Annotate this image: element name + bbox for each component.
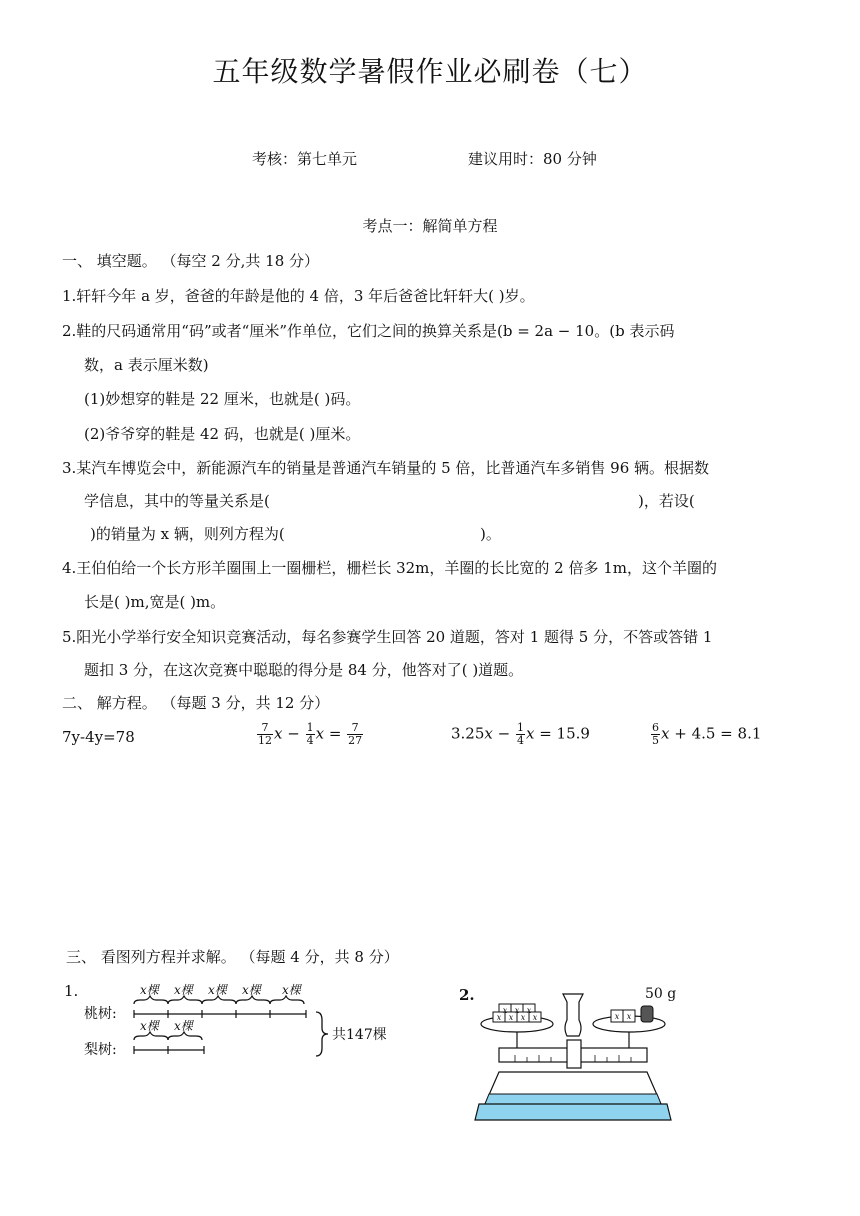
question-5-line2: 题扣 3 分，在这次竞赛中聪聪的得分是 84 分，他答对了( )道题。 [84,661,524,679]
kaodian-heading: 考点一：解简单方程 [362,217,498,235]
pear-unit-2: x棵 [174,1019,193,1033]
q2-text-suffix: 。(b 表示码 [594,322,675,340]
question-2-line1 [62,320,674,341]
question-1: 1.轩轩今年 a 岁，爸爸的年龄是他的 4 倍，3 年后爸爸比轩轩大( )岁。 [62,287,535,305]
pear-segments [134,1032,204,1054]
question-5-line1: 5.阳光小学举行安全知识竞赛活动，每名参赛学生回答 20 道题，答对 1 题得 5 分，不答或答错 1 [62,628,713,646]
weight-label: 50 g [645,986,677,1002]
section3-heading: 三、 看图列方程并求解。 （每题 4 分，共 8 分） [66,948,399,966]
eq2-frac-a: $\frac{7}{12}$ [258,721,272,747]
block-label-9: x [626,1012,632,1021]
eq3-frac-b: $\frac{1}{4}$ [516,721,524,747]
tree-segment-diagram [60,980,420,1070]
fig2-number: 2. [459,986,475,1004]
peach-unit-5: x棵 [282,983,301,997]
peach-unit-2: x棵 [174,983,193,997]
q2-text-prefix: 2.鞋的尺码通常用“码”或者“厘米”作单位，它们之间的换算关系是( [62,322,503,340]
eq2-frac-c: $\frac{7}{27}$ [348,721,363,747]
peach-unit-4: x棵 [242,983,261,997]
page-title: 五年级数学暑假作业必刷卷（七） [212,55,648,88]
peach-segments [134,996,306,1018]
question-3-line1: 3.某汽车博览会中，新能源汽车的销量是普通汽车销量的 5 倍，比普通汽车多销售 96 辆。根据数 [62,459,710,477]
question-2-line2: 数，a 表示厘米数) [84,356,209,374]
block-label-5: x [508,1013,514,1022]
fig1-number: 1. [64,982,79,1000]
peach-tree-label: 桃树: [84,1006,117,1022]
section2-heading: 二、 解方程。 （每题 3 分，共 12 分） [62,694,330,712]
block-label-1: x [502,1006,508,1015]
equation-3: 3.25𝑥 − $\frac{1}{4}$ 𝑥 = 15.9 [451,721,590,747]
block-label-6: x [520,1013,526,1022]
block-label-2: x [514,1006,520,1015]
block-label-7: x [532,1013,538,1022]
block-label-3: x [526,1006,532,1015]
total-brace [316,1012,328,1056]
suggested-time: 建议用时：80 分钟 [468,150,597,168]
eq4-frac-a: $\frac{6}{5}$ [652,721,659,747]
question-3-line2b: )，若设( [638,492,695,510]
equation-4: $\frac{6}{5}$ 𝑥 + 4.5 = 8.1 [652,721,762,747]
exam-scope: 考核：第七单元 [252,150,358,168]
scale-column [563,994,583,1036]
peach-unit-1: x棵 [140,983,159,997]
q2-formula: b = 2a − 10 [502,322,595,340]
scale-base [475,1104,671,1120]
block-label-4: x [496,1013,502,1022]
question-2-sub1: (1)妙想穿的鞋是 22 厘米，也就是( )码。 [84,390,361,408]
pear-tree-label: 梨树: [84,1042,117,1058]
pear-unit-1: x棵 [140,1019,159,1033]
total-label: 共147棵 [332,1027,387,1043]
scale-base-stripe [485,1094,661,1104]
equation-1: 7y-4y=78 [62,728,135,746]
balance-scale-figure [455,980,695,1140]
weight-icon [641,1006,653,1022]
equation-2: $\frac{7}{12}$ 𝑥 − $\frac{1}{4}$ 𝑥 = $\frac{7}{27}$ [258,721,363,747]
beam-slider [567,1040,581,1068]
question-3-line3b: )。 [480,525,501,543]
question-3-line2a: 学信息，其中的等量关系是( [84,492,270,510]
block-label-8: x [614,1012,620,1021]
question-2-sub2: (2)爷爷穿的鞋是 42 码，也就是( )厘米。 [84,425,361,443]
peach-unit-3: x棵 [208,983,227,997]
question-4-line2: 长是( )m,宽是( )m。 [84,593,226,611]
eq2-frac-b: $\frac{1}{4}$ [306,721,314,747]
question-4-line1: 4.王伯伯给一个长方形羊圈围上一圈栅栏，栅栏长 32m，羊圈的长比宽的 2 倍多 1m，这个羊圈的 [62,559,718,577]
section1-heading: 一、 填空题。 （每空 2 分,共 18 分） [62,252,320,270]
question-3-line3a: )的销量为 x 辆，则列方程为( [90,525,285,543]
